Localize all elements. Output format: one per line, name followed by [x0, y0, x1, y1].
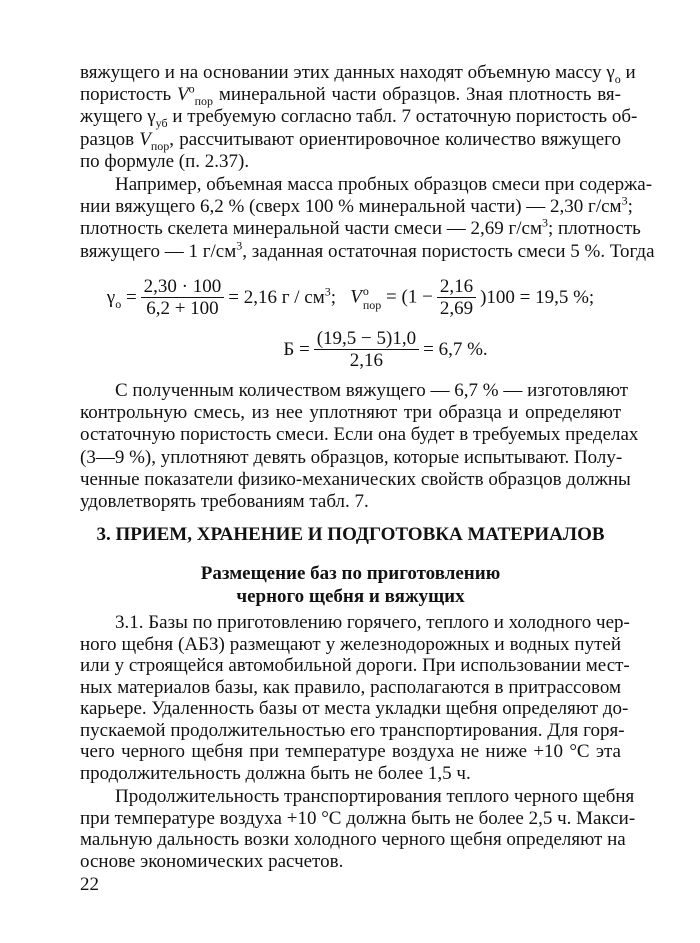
- numerator: (19,5 − 5)1,0: [314, 328, 419, 350]
- denominator: 6,2 + 100: [146, 298, 219, 319]
- subsection-heading: [80, 562, 621, 608]
- numerator: 2,16: [437, 276, 476, 298]
- text-sub: о: [614, 71, 621, 86]
- formula-sub: пор: [362, 297, 382, 312]
- formula-binder: [80, 328, 621, 371]
- formula-symbol: Б =: [283, 338, 310, 360]
- text-line: [80, 655, 630, 677]
- text-i: V: [139, 128, 151, 150]
- paragraph: [80, 786, 636, 872]
- text-run: ного щебня (АБЗ) размещают у железнодорожных и водных путей: [80, 633, 621, 655]
- text-line: [80, 238, 655, 263]
- text-run: нии вяжущего 6,2 % (сверх 100 % минеральной части) — 2,30 г/см: [80, 196, 622, 218]
- text-run: , рассчитывают ориентировочное количество вяжущего: [169, 128, 621, 150]
- text-run: плотность скелета минеральной части смеси — 2,69 г/см: [80, 218, 543, 240]
- text-run: по формуле (п. 2.37).: [80, 150, 250, 172]
- text-line: [80, 719, 625, 742]
- text-line: [80, 612, 630, 634]
- text-run: минеральной части образцов. Зная плотность вя-: [213, 84, 621, 106]
- text-line: [80, 216, 641, 240]
- paragraph: [80, 612, 630, 784]
- text-line: [80, 151, 621, 173]
- text-sub: пор: [194, 93, 214, 108]
- text-run: остаточную пористость смеси. Если она будет в требуемых пределах: [80, 424, 639, 446]
- text-run: карьере. Удаленность базы от места укладки щебня определяют до-: [80, 698, 629, 719]
- text-run: Продолжительность транспортирования теплого черного щебня: [115, 786, 635, 807]
- text-line: [80, 424, 639, 446]
- text-line: [80, 402, 621, 424]
- text-run: мальную дальность возки холодного черного щебня определяют на: [80, 829, 626, 850]
- text-sup: 3: [236, 238, 243, 253]
- text-sup: 3: [542, 216, 549, 231]
- text-line: [80, 81, 621, 108]
- paragraph: [80, 380, 639, 513]
- paragraph: [80, 62, 638, 173]
- text-run: вяжущего и на основании этих данных находят объемную массу γ: [80, 62, 615, 83]
- text-run: чего черного щебня при температуре воздуха не ниже +10 °С эта: [80, 741, 621, 762]
- text-run: ных материалов базы, как правило, располагаются в притрассовом: [80, 676, 621, 698]
- text-sub: уб: [155, 116, 168, 131]
- fraction: [141, 276, 225, 319]
- text-sup: 3: [621, 193, 628, 208]
- page-number: 22: [80, 874, 99, 895]
- text-run: или у строящейся автомобильной дороги. При использовании мест-: [80, 655, 630, 676]
- text-line: [80, 851, 621, 873]
- text-run: разцов: [80, 128, 140, 150]
- text-line: [80, 491, 621, 513]
- text-line: [80, 380, 629, 402]
- subheading-line: Размещение баз по приготовлению: [200, 563, 501, 584]
- formula-result: = 6,7 %.: [423, 338, 488, 360]
- paragraph: [80, 174, 655, 263]
- denominator: 2,69: [439, 298, 474, 319]
- subheading-line: черного щебня и вяжущих: [236, 586, 465, 607]
- text-line: [80, 62, 636, 86]
- text-run: при температуре воздуха +10 °С должна быть не более 2,5 ч. Макси-: [80, 807, 636, 829]
- formula-separator: ;: [330, 286, 337, 308]
- text-run: С полученным количеством вяжущего — 6,7 % — изготовляют: [115, 380, 629, 401]
- text-run: ;: [627, 196, 633, 218]
- formula-sub: о: [115, 296, 122, 311]
- formula-result: )100 = 19,5 %;: [480, 286, 595, 308]
- text-line: [80, 106, 638, 131]
- formula-indices: [363, 284, 381, 312]
- text-run: продолжительность должна быть не более 1,5 ч.: [80, 762, 471, 784]
- text-run: удовлетворять требованиям табл. 7.: [80, 490, 369, 512]
- text-line: [80, 129, 621, 151]
- text-run: , заданная остаточная пористость смеси 5 %. Тогда: [242, 240, 655, 262]
- formula-density-porosity: $\gamma_о$ = $\frac{2,30 \cdot 100}{6,2 + 100}$ = 2,16 г / $см^3$; V о пор = (1 − $\frac{2,16}{2,69}$ )100 = 19,5 %;: [106, 276, 595, 319]
- formula-sup: о: [362, 283, 369, 298]
- text-run: Например, объемная масса пробных образцов смеси при содержа-: [115, 174, 653, 195]
- text-run: вяжущего — 1 г/см: [80, 240, 237, 262]
- text-run: пускаемой продолжительностью его транспортирования. Для горя-: [80, 719, 625, 741]
- text-run: пористость: [80, 84, 177, 106]
- formula-symbol: V: [350, 285, 362, 307]
- text-line: [80, 677, 621, 699]
- text-run: и требуемую согласно табл. 7 остаточную пористость об-: [167, 106, 638, 128]
- formula-result: = 2,16 г / см: [228, 286, 325, 308]
- text-line: [80, 763, 621, 785]
- text-run: жущего γ: [80, 106, 156, 128]
- text-line: [80, 447, 621, 469]
- text-sup: о: [188, 81, 195, 96]
- text-line: [80, 741, 621, 763]
- text-line: [80, 807, 636, 830]
- fraction: [437, 276, 476, 319]
- text-run: ченные показатели физико-механических свойств образцов должны: [80, 468, 631, 490]
- text-line: [80, 174, 653, 196]
- text-i: V: [177, 84, 189, 106]
- formula-symbol: γ: [106, 286, 116, 308]
- text-line: [80, 634, 621, 656]
- fraction: [314, 328, 419, 371]
- text-line: [80, 829, 626, 851]
- formula-sup: 3: [324, 284, 331, 299]
- text-sub: пор: [150, 138, 170, 153]
- text-run: 3.1. Базы по приготовлению горячего, теплого и холодного чер-: [115, 612, 630, 633]
- denominator: 2,16: [349, 350, 384, 371]
- text-run: (3—9 %), уплотняют девять образцов, которые испытывают. Полу-: [80, 446, 623, 468]
- text-run: основе экономических расчетов.: [80, 850, 344, 872]
- text-line: [80, 193, 633, 218]
- text-run: контрольную смесь, из нее уплотняют три образца и определяют: [80, 402, 621, 424]
- text-run: и: [620, 62, 636, 83]
- section-heading: 3. ПРИЕМ, ХРАНЕНИЕ И ПОДГОТОВКА МАТЕРИАЛОВ: [96, 524, 605, 545]
- text-run: ; плотность: [548, 218, 641, 240]
- text-line: [80, 698, 629, 720]
- formula-operator: = (1 −: [386, 285, 433, 307]
- text-line: [80, 468, 631, 491]
- text-line: [80, 786, 635, 808]
- numerator: 2,30 · 100: [141, 276, 225, 298]
